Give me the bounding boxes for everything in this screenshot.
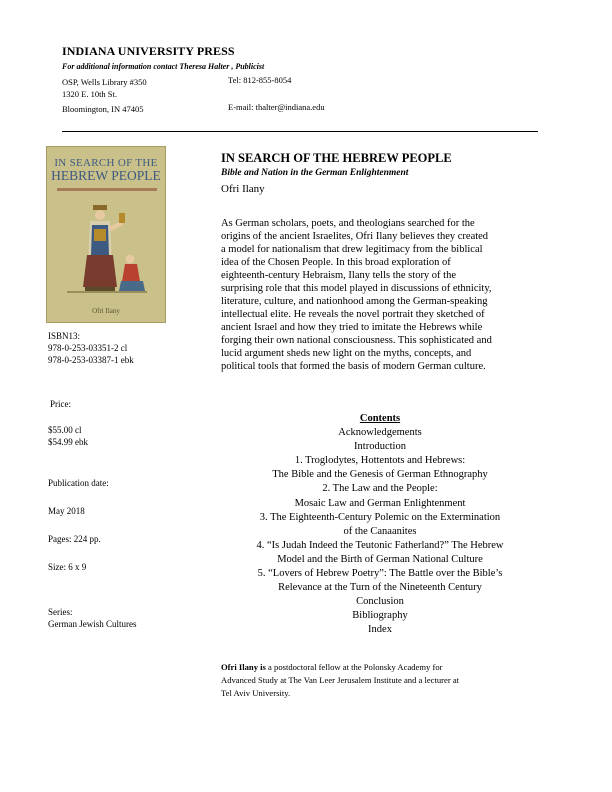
- series-block: [48, 606, 136, 630]
- trim-size: Size: 6 x 9: [48, 562, 87, 572]
- contents-line: Acknowledgements: [338, 427, 422, 439]
- bio-line: Advanced Study at The Van Leer Jerusalem Institute and a lecturer at: [221, 675, 460, 685]
- address-block: [62, 76, 147, 115]
- address-line: 1320 E. 10th St.: [62, 89, 118, 99]
- address-line: Bloomington, IN 47405: [62, 104, 144, 114]
- contents-line: 4. “Is Judah Indeed the Teutonic Fatherland?” The Hebrew: [256, 539, 504, 551]
- contents-heading: Contents: [359, 413, 401, 424]
- contents-line: 2. The Law and the People:: [322, 483, 438, 495]
- book-title: IN SEARCH OF THE HEBREW PEOPLE: [221, 151, 452, 165]
- price-label: Price:: [50, 399, 71, 409]
- cover-subtitle-band: [51, 187, 163, 194]
- description-line: idea of the Chosen People. In this broad exploration of: [221, 257, 451, 268]
- isbn-block: [48, 330, 134, 366]
- contents-line: 1. Troglodytes, Hottentots and Hebrews:: [294, 455, 466, 467]
- book-description: [221, 217, 539, 373]
- description-line: ancient Israel and how they tried to imitate the Hebrews while: [221, 322, 483, 333]
- book-cover-image: [46, 146, 166, 323]
- contents-line: Index: [368, 624, 392, 636]
- description-line: lucid argument sheds new light on the myths, concepts, and: [221, 348, 472, 359]
- price-ebook: $54.99 ebk: [48, 437, 88, 447]
- contents-line: 3. The Eighteenth-Century Polemic on the Extermination: [259, 511, 501, 523]
- series-value: German Jewish Cultures: [48, 619, 137, 629]
- cover-author: Ofri Ilany: [92, 307, 120, 315]
- bio-is: is: [258, 662, 266, 672]
- isbn-cloth: 978-0-253-03351-2 cl: [48, 343, 128, 353]
- pubdate-value: May 2018: [48, 506, 85, 516]
- book-author: Ofri Ilany: [221, 183, 265, 195]
- isbn-label: ISBN13:: [48, 331, 81, 341]
- contents-line: The Bible and the Genesis of German Ethnography: [272, 469, 488, 481]
- contents-line: of the Canaanites: [343, 525, 417, 537]
- description-line: forging their own national consciousness. This sophisticated and: [221, 335, 492, 346]
- press-name: INDIANA UNIVERSITY PRESS: [62, 44, 235, 58]
- description-line: a model for nationalism that drew legitimacy from the biblical: [221, 244, 483, 255]
- table-of-contents: [221, 412, 539, 638]
- price-block: [48, 398, 88, 448]
- bio-line: [221, 661, 539, 674]
- contents-line: Model and the Birth of German National Culture: [277, 553, 483, 565]
- book-subtitle: Bible and Nation in the German Enlightenment: [221, 168, 409, 178]
- description-line: As German scholars, poets, and theologians searched for the: [221, 218, 475, 229]
- bio-text: a postdoctoral fellow at the Polonsky Academy for: [265, 662, 443, 672]
- isbn-ebook: 978-0-253-03387-1 ebk: [48, 355, 134, 365]
- description-line: literature, culture, and nationhood among the German-speaking: [221, 296, 488, 307]
- price-cloth: $55.00 cl: [48, 425, 82, 435]
- description-line: origins of the ancient Israelites, Ofri Ilany believes they created: [221, 231, 489, 242]
- description-line: eighteenth-century Hebraism, Ilany tells the story of the: [221, 270, 457, 281]
- contents-line: Conclusion: [356, 596, 404, 608]
- contents-line: Mosaic Law and German Enlightenment: [294, 497, 466, 509]
- cover-title-line2: HEBREW PEOPLE: [51, 168, 161, 183]
- author-bio: [221, 661, 539, 700]
- address-line: OSP, Wells Library #350: [62, 77, 147, 87]
- page-count: Pages: 224 pp.: [48, 534, 101, 544]
- cover-title-line1: IN SEARCH OF THE: [54, 157, 158, 169]
- header-divider: [62, 131, 538, 132]
- contents-line: Introduction: [354, 441, 406, 453]
- contents-line: Bibliography: [352, 610, 408, 622]
- contact-line: For additional information contact Theresa Halter , Publicist: [62, 62, 265, 71]
- cover-illustration: [47, 195, 165, 310]
- telephone: Tel: 812-855-8054: [228, 75, 292, 85]
- contents-line: Relevance at the Turn of the Nineteenth Century: [278, 582, 482, 594]
- description-line: surprising role that this model played in discussions of ethnicity,: [221, 283, 492, 294]
- bio-name: Ofri Ilany: [221, 662, 259, 672]
- pubdate-label: Publication date:: [48, 478, 109, 488]
- series-label: Series:: [48, 607, 73, 617]
- contents-line: 5. “Lovers of Hebrew Poetry”: The Battle over the Bible’s: [257, 568, 503, 580]
- description-line: intellectual elite. He reveals the novel portrait they sketched of: [221, 309, 485, 320]
- description-line: political tools that formed the basis of modern German culture.: [221, 361, 486, 372]
- email: E-mail: thalter@indiana.edu: [228, 102, 325, 112]
- bio-line: Tel Aviv University.: [221, 688, 291, 698]
